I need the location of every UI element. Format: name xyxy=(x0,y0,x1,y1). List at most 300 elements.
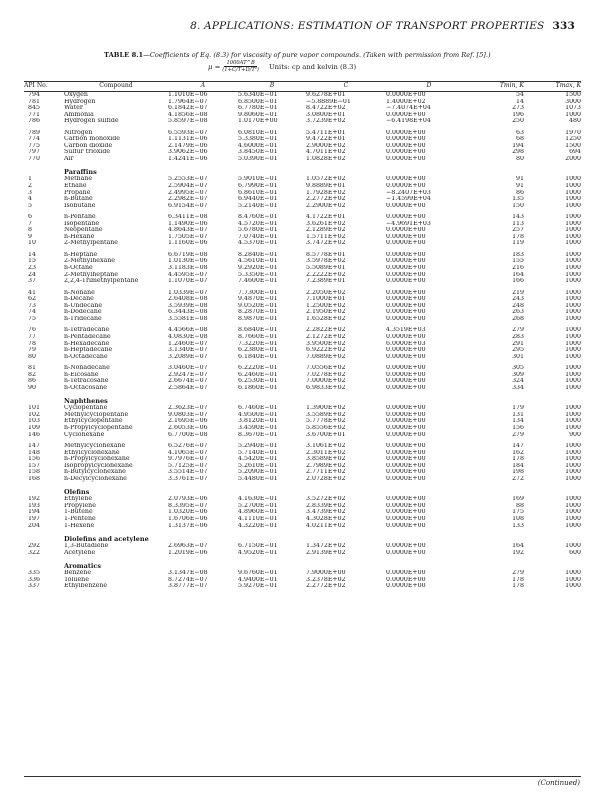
cell-compound: n-Propylcyclopentane xyxy=(64,424,133,431)
cell-coef-b: 7.3220E−01 xyxy=(238,340,278,347)
cell-compound: Acetylene xyxy=(64,549,96,556)
cell-coef-b: 6.9440E−01 xyxy=(238,196,278,203)
cell-compound: Methylcyclopentane xyxy=(64,411,129,418)
cell-tmax: 1000 xyxy=(565,353,581,360)
cell-tmin: 273 xyxy=(512,105,524,112)
cell-coef-a: 1.2019E−06 xyxy=(168,549,208,556)
cell-coef-a: 3.5514E−07 xyxy=(168,469,208,476)
cell-coef-d: 0.0000E+00 xyxy=(386,214,426,221)
cell-tmax: 1000 xyxy=(565,176,581,183)
cell-coef-c: 3.9500E+02 xyxy=(306,340,346,347)
cell-api-no: 78 xyxy=(28,340,36,347)
cell-api-no: 775 xyxy=(28,142,40,149)
cell-tmin: 248 xyxy=(512,302,524,309)
cell-tmax: 1000 xyxy=(565,265,581,272)
cell-coef-a: 1.7505E−07 xyxy=(168,233,208,240)
cell-api-no: 101 xyxy=(28,405,40,412)
cell-api-no: 4 xyxy=(28,196,32,203)
cell-tmax: 1500 xyxy=(565,142,581,149)
cell-coef-a: 3.8777E−07 xyxy=(168,583,208,590)
cell-tmin: 108 xyxy=(512,515,524,522)
cell-api-no: 9 xyxy=(28,233,32,240)
cell-coef-a: 4.0830E−08 xyxy=(168,333,208,340)
cell-tmax: 1000 xyxy=(565,189,581,196)
cell-compound: n-Pentane xyxy=(64,214,96,221)
cell-tmin: 324 xyxy=(512,378,524,385)
cell-compound: Hydrogen sulfide xyxy=(64,118,119,125)
cell-api-no: 103 xyxy=(28,418,40,425)
cell-compound: n-Propylcyclohexane xyxy=(64,456,130,463)
chapter-title: 8. APPLICATIONS: ESTIMATION OF TRANSPORT PROPERTIES xyxy=(190,20,545,32)
cell-coef-d: 0.0000E+00 xyxy=(386,522,426,529)
cell-coef-a: 2.6408E−08 xyxy=(168,296,208,303)
cell-tmax: 1000 xyxy=(565,443,581,450)
cell-coef-b: 6.2460E−01 xyxy=(238,371,278,378)
cell-coef-c: 9.8889E+01 xyxy=(306,183,346,190)
cell-api-no: 77 xyxy=(28,333,36,340)
cell-compound: Propylene xyxy=(64,502,96,509)
cell-compound: n-Nonane xyxy=(64,289,95,296)
cell-coef-b: 8.4760E−01 xyxy=(238,214,278,221)
cell-api-no: 794 xyxy=(28,91,40,98)
cell-coef-b: 3.8450E−01 xyxy=(238,149,278,156)
cell-coef-a: 1.0130E−06 xyxy=(168,258,208,265)
cell-coef-a: 2.5904E−07 xyxy=(168,183,208,190)
cell-coef-c: 7.0889E+02 xyxy=(306,353,346,360)
cell-compound: n-Hexane xyxy=(64,233,95,240)
cell-coef-c: 3.4739E+02 xyxy=(306,509,346,516)
cell-coef-c: 3.5272E+02 xyxy=(306,496,346,503)
cell-compound: Toluene xyxy=(64,576,89,583)
cell-tmax: 1000 xyxy=(565,278,581,285)
cell-compound: n-Octane xyxy=(64,265,93,272)
cell-coef-a: 4.8643E−07 xyxy=(168,227,208,234)
cell-coef-c: 3.5589E+02 xyxy=(306,411,346,418)
cell-coef-c: 1.3472E+02 xyxy=(306,543,346,550)
cell-coef-c: 7.2389E+01 xyxy=(306,278,346,285)
cell-tmax: 1000 xyxy=(565,296,581,303)
cell-api-no: 15 xyxy=(28,258,36,265)
cell-api-no: 197 xyxy=(28,515,40,522)
cell-coef-c: 5.8556E+02 xyxy=(306,424,346,431)
table-row xyxy=(24,92,581,99)
cell-tmin: 184 xyxy=(512,462,524,469)
cell-coef-a: 3.1340E−07 xyxy=(168,347,208,354)
cell-coef-b: 6.2530E−01 xyxy=(238,378,278,385)
cell-coef-b: 4.9400E−01 xyxy=(238,576,278,583)
cell-coef-b: 9.2920E−01 xyxy=(238,265,278,272)
cell-tmin: 243 xyxy=(512,296,524,303)
cell-tmax: 2000 xyxy=(565,155,581,162)
cell-api-no: 193 xyxy=(28,502,40,509)
table-header-row xyxy=(24,82,581,92)
cell-coef-c: 1.2500E+02 xyxy=(306,302,346,309)
cell-tmin: 86 xyxy=(516,189,524,196)
cell-coef-a: 2.5864E−07 xyxy=(168,384,208,391)
cell-compound: Ethylcyclopentane xyxy=(64,418,123,425)
page-number: 333 xyxy=(552,20,575,32)
cell-coef-d: 0.0000E+00 xyxy=(386,418,426,425)
col-header-tmax: Tmax, K xyxy=(524,82,581,92)
cell-compound: Air xyxy=(64,155,74,162)
cell-coef-c: 2.1289E+02 xyxy=(306,227,346,234)
cell-coef-d: 0.0000E+00 xyxy=(386,278,426,285)
cell-coef-c: 7.1000E+01 xyxy=(306,296,346,303)
cell-compound: 2-Methylheptane xyxy=(64,271,118,278)
cell-compound: n-Butane xyxy=(64,196,93,203)
cell-tmin: 179 xyxy=(512,405,524,412)
cell-tmin: 194 xyxy=(512,142,524,149)
cell-tmin: 178 xyxy=(512,233,524,240)
cell-api-no: 194 xyxy=(28,509,40,516)
cell-compound: n-Octacosane xyxy=(64,384,107,391)
cell-coef-d: 0.0000E+00 xyxy=(386,202,426,209)
cell-compound: Oxygen xyxy=(64,91,88,98)
cell-compound: Ethane xyxy=(64,183,87,190)
cell-compound: 1-Pentene xyxy=(64,515,96,522)
cell-tmax: 1000 xyxy=(565,424,581,431)
cell-api-no: 7 xyxy=(28,220,32,227)
cell-coef-d: 0.0000E+00 xyxy=(386,405,426,412)
section-heading: Diolefins and acetylene xyxy=(64,534,149,543)
cell-coef-c: 6.9222E+02 xyxy=(306,347,346,354)
cell-coef-c: 7.0556E+02 xyxy=(306,365,346,372)
cell-coef-a: 4.1065E−07 xyxy=(168,449,208,456)
cell-api-no: 102 xyxy=(28,411,40,418)
cell-coef-a: 5.7125E−07 xyxy=(168,462,208,469)
cell-compound: Sulfur trioxide xyxy=(64,149,111,156)
cell-tmin: 155 xyxy=(512,258,524,265)
cell-compound: n-Butylcyclohexane xyxy=(64,469,126,476)
cell-tmax: 1000 xyxy=(565,240,581,247)
cell-tmin: 143 xyxy=(512,214,524,221)
cell-tmin: 113 xyxy=(512,220,524,227)
cell-coef-d: 0.0000E+00 xyxy=(386,176,426,183)
cell-coef-d: 0.0000E+00 xyxy=(386,302,426,309)
col-header-a: A xyxy=(168,82,238,92)
cell-coef-a: 1.0320E−06 xyxy=(168,509,208,516)
cell-tmax: 1000 xyxy=(565,475,581,482)
cell-coef-a: 2.6963E−07 xyxy=(168,543,208,550)
cell-coef-d: 0.0000E+00 xyxy=(386,251,426,258)
cell-coef-c: 1.6528E+02 xyxy=(306,315,346,322)
cell-compound: n-Nonadecane xyxy=(64,365,110,372)
cell-coef-d: 0.0000E+00 xyxy=(386,129,426,136)
cell-compound: Isobutane xyxy=(64,202,96,209)
cell-coef-d: −6.4198E+04 xyxy=(386,118,431,125)
section-heading: Aromatics xyxy=(64,561,101,570)
cell-coef-a: 4.1856E−08 xyxy=(168,111,208,118)
cell-coef-b: 4.5370E−01 xyxy=(238,240,278,247)
cell-compound: n-Pentadecane xyxy=(64,333,111,340)
cell-coef-c: 2.2050E+02 xyxy=(306,289,346,296)
cell-coef-b: 5.2140E−01 xyxy=(238,202,278,209)
cell-api-no: 335 xyxy=(28,570,40,577)
cell-coef-d: −1.4599E+04 xyxy=(386,196,431,203)
cell-coef-c: 6.9833E+02 xyxy=(306,384,346,391)
cell-tmin: 334 xyxy=(512,384,524,391)
cell-coef-c: 1.3900E+02 xyxy=(306,405,346,412)
table-number: TABLE 8.1 xyxy=(104,51,144,59)
cell-coef-c: 4.0211E+02 xyxy=(306,522,346,529)
cell-tmin: 178 xyxy=(512,583,524,590)
formula-lhs: μ = xyxy=(208,62,221,71)
col-header-api: API No. xyxy=(24,82,64,92)
cell-coef-c: −5.8889E−01 xyxy=(306,98,351,105)
cell-coef-d: 0.0000E+00 xyxy=(386,570,426,577)
cell-compound: Water xyxy=(64,105,83,112)
cell-coef-d: 0.0000E+00 xyxy=(386,515,426,522)
col-header-b: B xyxy=(238,82,306,92)
cell-coef-d: 0.0000E+00 xyxy=(386,365,426,372)
cell-coef-b: 6.8500E−01 xyxy=(238,98,278,105)
cell-tmax: 3000 xyxy=(565,98,581,105)
section-heading: Paraffins xyxy=(64,168,97,177)
cell-tmax: 1000 xyxy=(565,496,581,503)
cell-coef-b: 9.0520E−01 xyxy=(238,302,278,309)
cell-coef-b: 5.9270E−01 xyxy=(238,583,278,590)
cell-tmax: 1000 xyxy=(565,258,581,265)
cell-compound: Cyclopentane xyxy=(64,405,108,412)
cell-tmin: 131 xyxy=(512,411,524,418)
cell-coef-c: 1.7928E+02 xyxy=(306,189,346,196)
cell-coef-b: 5.6340E−01 xyxy=(238,91,278,98)
cell-coef-b: 6.7780E−01 xyxy=(238,105,278,112)
cell-coef-c: 1.0828E+02 xyxy=(306,155,346,162)
section-heading-row xyxy=(24,534,581,543)
cell-api-no: 8 xyxy=(28,227,32,234)
cell-api-no: 73 xyxy=(28,302,36,309)
cell-api-no: 168 xyxy=(28,475,40,482)
viscosity-equation xyxy=(208,60,356,73)
cell-tmin: 147 xyxy=(512,443,524,450)
cell-tmax: 1000 xyxy=(565,462,581,469)
cell-api-no: 789 xyxy=(28,129,40,136)
cell-coef-a: 2.2982E−07 xyxy=(168,196,208,203)
cell-api-no: 82 xyxy=(28,371,36,378)
cell-coef-b: 5.3350E−01 xyxy=(238,271,278,278)
cell-tmax: 1000 xyxy=(565,543,581,550)
cell-coef-b: 4.1630E−01 xyxy=(238,496,278,503)
cell-coef-d: 0.0000E+00 xyxy=(386,265,426,272)
cell-coef-b: 5.3380E−01 xyxy=(238,136,278,143)
cell-tmax: 1000 xyxy=(565,111,581,118)
cell-coef-d: −7.4074E+04 xyxy=(386,105,431,112)
cell-tmax: 1000 xyxy=(565,271,581,278)
cell-coef-b: 4.9500E−01 xyxy=(238,411,278,418)
cell-tmin: 175 xyxy=(512,509,524,516)
section-heading-row xyxy=(24,167,581,176)
cell-coef-b: 6.1860E−01 xyxy=(238,384,278,391)
col-header-compound: Compound xyxy=(64,82,168,92)
cell-coef-c: 3.5978E+02 xyxy=(306,258,346,265)
cell-compound: n-Tetradecane xyxy=(64,327,110,334)
cell-coef-b: 5.2940E−01 xyxy=(238,443,278,450)
cell-tmax: 1000 xyxy=(565,509,581,516)
cell-coef-b: 4.3220E−01 xyxy=(238,522,278,529)
cell-api-no: 90 xyxy=(28,384,36,391)
cell-coef-d: 0.0000E+00 xyxy=(386,240,426,247)
cell-api-no: 797 xyxy=(28,149,40,156)
cell-tmax: 1000 xyxy=(565,183,581,190)
cell-tmax: 1000 xyxy=(565,576,581,583)
cell-tmin: 88 xyxy=(516,502,524,509)
cell-tmax: 694 xyxy=(569,149,581,156)
cell-coef-c: 2.1272E+02 xyxy=(306,333,346,340)
cell-coef-d: −4.9691E+03 xyxy=(386,220,431,227)
cell-coef-c: 3.6261E+02 xyxy=(306,220,346,227)
cell-coef-b: 7.0740E−01 xyxy=(238,233,278,240)
cell-coef-a: 1.3137E−06 xyxy=(168,522,208,529)
cell-coef-d: 0.0000E+00 xyxy=(386,296,426,303)
cell-coef-a: 1.1131E−06 xyxy=(168,136,208,143)
cell-coef-d: 0.0000E+00 xyxy=(386,576,426,583)
cell-coef-b: 6.8610E−01 xyxy=(238,189,278,196)
cell-compound: Methylcyclohexane xyxy=(64,443,126,450)
cell-coef-d: 0.0000E+00 xyxy=(386,502,426,509)
cell-tmin: 150 xyxy=(512,202,524,209)
cell-tmax: 900 xyxy=(569,431,581,438)
cell-api-no: 81 xyxy=(28,365,36,372)
cell-coef-c: 3.2378E+02 xyxy=(306,576,346,583)
cell-tmin: 272 xyxy=(512,475,524,482)
cell-coef-a: 1.1160E−06 xyxy=(168,240,208,247)
cell-coef-d: 0.0000E+00 xyxy=(386,475,426,482)
cell-coef-b: 5.0390E−01 xyxy=(238,155,278,162)
cell-tmax: 1000 xyxy=(565,502,581,509)
cell-coef-a: 3.1183E−08 xyxy=(168,265,208,272)
cell-compound: Nitrogen xyxy=(64,129,93,136)
cell-coef-d: 0.0000E+00 xyxy=(386,371,426,378)
cell-compound: 1-Hexene xyxy=(64,522,95,529)
cell-tmin: 91 xyxy=(516,183,524,190)
cell-coef-b: 8.6840E−01 xyxy=(238,327,278,334)
running-header xyxy=(0,20,575,32)
cell-tmin: 295 xyxy=(512,347,524,354)
cell-coef-d: 0.0000E+00 xyxy=(386,543,426,550)
cell-tmax: 1000 xyxy=(565,384,581,391)
cell-api-no: 1 xyxy=(28,176,32,183)
cell-compound: n-Eicosane xyxy=(64,371,99,378)
cell-tmax: 1000 xyxy=(565,347,581,354)
cell-coef-d: 0.0000E+00 xyxy=(386,289,426,296)
formula-units: Units: cp and kelvin (8.3) xyxy=(268,62,357,71)
cell-api-no: 76 xyxy=(28,327,36,334)
cell-api-no: 86 xyxy=(28,378,36,385)
cell-api-no: 204 xyxy=(28,522,40,529)
cell-coef-c: 2.0728E+02 xyxy=(306,475,346,482)
cell-compound: n-Undecane xyxy=(64,302,103,309)
cell-compound: Cyclohexane xyxy=(64,431,105,438)
cell-tmax: 1000 xyxy=(565,233,581,240)
cell-coef-c: 3.6700E+01 xyxy=(306,431,346,438)
cell-api-no: 5 xyxy=(28,202,32,209)
cell-coef-a: 5.2553E−07 xyxy=(168,176,208,183)
cell-coef-b: 9.8060E−01 xyxy=(238,111,278,118)
cell-tmin: 283 xyxy=(512,333,524,340)
cell-coef-c: 3.7472E+02 xyxy=(306,240,346,247)
cell-compound: n-Heptane xyxy=(64,251,98,258)
cell-tmin: 192 xyxy=(512,549,524,556)
cell-coef-b: 4.5610E−01 xyxy=(238,258,278,265)
cell-coef-d: 0.0000E+00 xyxy=(386,155,426,162)
cell-tmax: 1000 xyxy=(565,220,581,227)
cell-tmax: 1000 xyxy=(565,418,581,425)
cell-coef-d: 0.0000E+00 xyxy=(386,315,426,322)
cell-compound: Carbon dioxide xyxy=(64,142,113,149)
cell-api-no: 157 xyxy=(28,462,40,469)
cell-coef-a: 1.4241E−06 xyxy=(168,155,208,162)
cell-api-no: 37 xyxy=(28,278,36,285)
cell-coef-d: 0.0000E+00 xyxy=(386,136,426,143)
cell-coef-a: 3.9062E−06 xyxy=(168,149,208,156)
cell-tmax: 1000 xyxy=(565,449,581,456)
cell-coef-c: 4.1722E+01 xyxy=(306,214,346,221)
continued-note: (Continued) xyxy=(537,779,580,787)
cell-api-no: 74 xyxy=(28,309,36,316)
cell-compound: Carbon monoxide xyxy=(64,136,120,143)
cell-coef-d: 0.0000E+00 xyxy=(386,271,426,278)
cell-coef-c: 4.7011E+02 xyxy=(306,149,346,156)
cell-coef-b: 4.9520E−01 xyxy=(238,549,278,556)
cell-coef-d: 0.0000E+00 xyxy=(386,227,426,234)
cell-tmax: 1000 xyxy=(565,327,581,334)
table-bottom-rule xyxy=(24,776,581,777)
cell-coef-d: 0.0000E+00 xyxy=(386,309,426,316)
cell-tmin: 68 xyxy=(516,136,524,143)
cell-coef-d: 0.0000E+00 xyxy=(386,183,426,190)
cell-api-no: 147 xyxy=(28,443,40,450)
cell-coef-b: 5.4480E−01 xyxy=(238,475,278,482)
cell-coef-d: 0.0000E+00 xyxy=(386,469,426,476)
cell-compound: Benzene xyxy=(64,570,92,577)
cell-compound: Ethylene xyxy=(64,496,93,503)
cell-coef-a: 6.9154E−07 xyxy=(168,202,208,209)
cell-coef-b: 1.0170E+00 xyxy=(238,118,278,125)
viscosity-coefficients-table xyxy=(24,81,581,590)
cell-api-no: 24 xyxy=(28,271,36,278)
cell-compound: n-Decylcyclohexane xyxy=(64,475,127,482)
cell-coef-b: 6.2220E−01 xyxy=(238,365,278,372)
cell-tmin: 263 xyxy=(512,309,524,316)
cell-coef-c: 2.8339E+02 xyxy=(306,502,346,509)
cell-api-no: 80 xyxy=(28,353,36,360)
cell-api-no: 146 xyxy=(28,431,40,438)
cell-tmin: 119 xyxy=(512,240,524,247)
cell-tmin: 250 xyxy=(512,118,524,125)
cell-coef-a: 3.3761E−07 xyxy=(168,475,208,482)
cell-api-no: 337 xyxy=(28,583,40,590)
cell-api-no: 109 xyxy=(28,424,40,431)
cell-tmax: 1000 xyxy=(565,411,581,418)
cell-compound: n-Dodecane xyxy=(64,309,102,316)
cell-coef-a: 2.3623E−07 xyxy=(168,405,208,412)
cell-coef-a: 2.1479E−06 xyxy=(168,142,208,149)
cell-compound: n-Decane xyxy=(64,296,94,303)
cell-tmax: 1000 xyxy=(565,469,581,476)
cell-coef-d: 0.0000E+00 xyxy=(386,91,426,98)
cell-tmax: 1000 xyxy=(565,456,581,463)
cell-coef-a: 6.5593E−07 xyxy=(168,129,208,136)
cell-compound: n-Hexadecane xyxy=(64,340,110,347)
cell-coef-c: 5.4711E+01 xyxy=(306,129,346,136)
cell-api-no: 192 xyxy=(28,496,40,503)
cell-coef-c: 4.3028E+02 xyxy=(306,515,346,522)
formula-denominator: (1+C/T+D/T²) xyxy=(222,67,259,73)
cell-tmin: 166 xyxy=(512,278,524,285)
cell-coef-b: 5.2700E−01 xyxy=(238,502,278,509)
cell-coef-b: 3.8120E−01 xyxy=(238,418,278,425)
